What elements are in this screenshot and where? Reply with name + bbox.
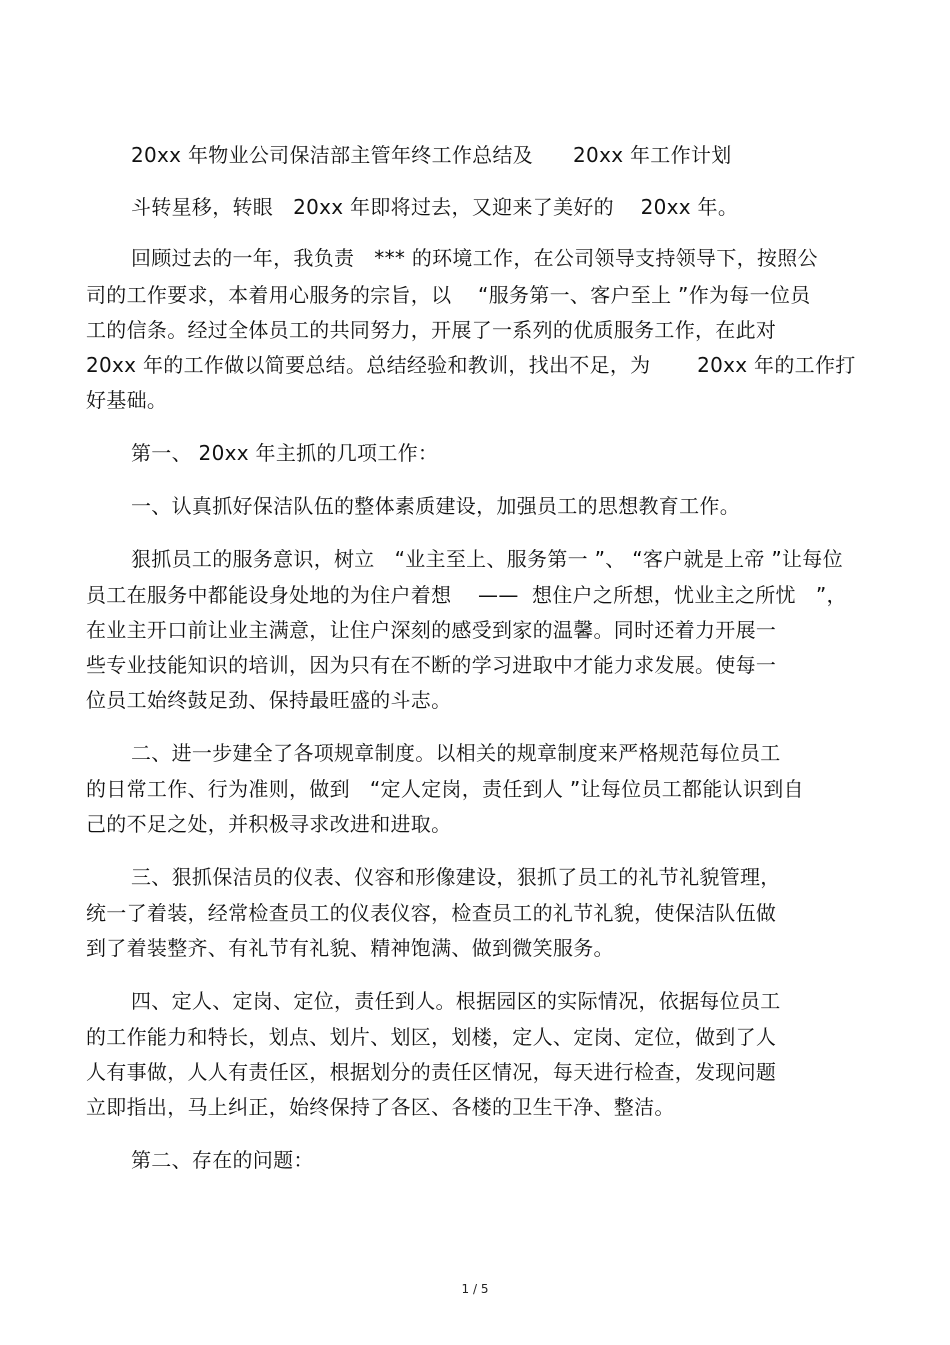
paragraph-line: 20xx 年的工作做以简要总结。总结经验和教训，找出不足，为 20xx 年的工作打 xyxy=(86,353,856,377)
paragraph-line: 到了着装整齐、有礼节有礼貌、精神饱满、做到微笑服务。 xyxy=(86,936,614,960)
paragraph-line: 二、进一步建全了各项规章制度。以相关的规章制度来严格规范每位员工 xyxy=(131,741,781,765)
paragraph-line: 四、定人、定岗、定位，责任到人。根据园区的实际情况，依据每位员工 xyxy=(131,989,781,1013)
page-number: 1 / 5 xyxy=(461,1282,489,1296)
paragraph-line: 立即指出，马上纠正，始终保持了各区、各楼的卫生干净、整洁。 xyxy=(86,1095,675,1119)
paragraph-line: 的日常工作、行为准则，做到 “定人定岗，责任到人 ”让每位员工都能认识到自 xyxy=(86,777,804,801)
paragraph-line: 三、狠抓保洁员的仪表、仪容和形像建设，狠抓了员工的礼节礼貌管理， xyxy=(131,865,781,889)
paragraph-line: 狠抓员工的服务意识，树立 “业主至上、服务第一 ”、 “客户就是上帝 ”让每位 xyxy=(131,547,843,571)
item-heading: 一、认真抓好保洁队伍的整体素质建设，加强员工的思想教育工作。 xyxy=(131,494,740,518)
paragraph-line: 好基础。 xyxy=(86,388,168,412)
section-heading: 第一、 20xx 年主抓的几项工作： xyxy=(131,441,439,465)
paragraph-line: 司的工作要求，本着用心服务的宗旨，以 “服务第一、客户至上 ”作为每一位员 xyxy=(86,283,811,307)
paragraph-line: 位员工始终鼓足劲、保持最旺盛的斗志。 xyxy=(86,688,452,712)
paragraph-line: 己的不足之处，并积极寻求改进和进取。 xyxy=(86,812,452,836)
paragraph-line: 统一了着装，经常检查员工的仪表仪容，检查员工的礼节礼貌，使保洁队伍做 xyxy=(86,901,777,925)
paragraph-line: 些专业技能知识的培训，因为只有在不断的学习进取中才能力求发展。使每一 xyxy=(86,653,777,677)
paragraph-line: 在业主开口前让业主满意，让住户深刻的感受到家的温馨。同时还着力开展一 xyxy=(86,618,777,642)
paragraph-line: 员工在服务中都能设身处地的为住户着想 —— 想住户之所想，忧业主之所忧 ”， xyxy=(86,583,847,607)
paragraph-line: 工的信条。经过全体员工的共同努力，开展了一系列的优质服务工作，在此对 xyxy=(86,318,777,342)
paragraph-line: 的工作能力和特长，划点、划片、划区，划楼，定人、定岗、定位，做到了人 xyxy=(86,1025,777,1049)
paragraph-line: 回顾过去的一年，我负责 *** 的环境工作，在公司领导支持领导下，按照公 xyxy=(131,246,818,270)
section-heading: 第二、存在的问题： xyxy=(131,1148,314,1172)
document-title: 20xx 年物业公司保洁部主管年终工作总结及 20xx 年工作计划 xyxy=(131,143,732,167)
paragraph-line: 斗转星移，转眼 20xx 年即将过去，又迎来了美好的 20xx 年。 xyxy=(131,195,739,219)
paragraph-line: 人有事做，人人有责任区，根据划分的责任区情况，每天进行检查，发现问题 xyxy=(86,1060,777,1084)
